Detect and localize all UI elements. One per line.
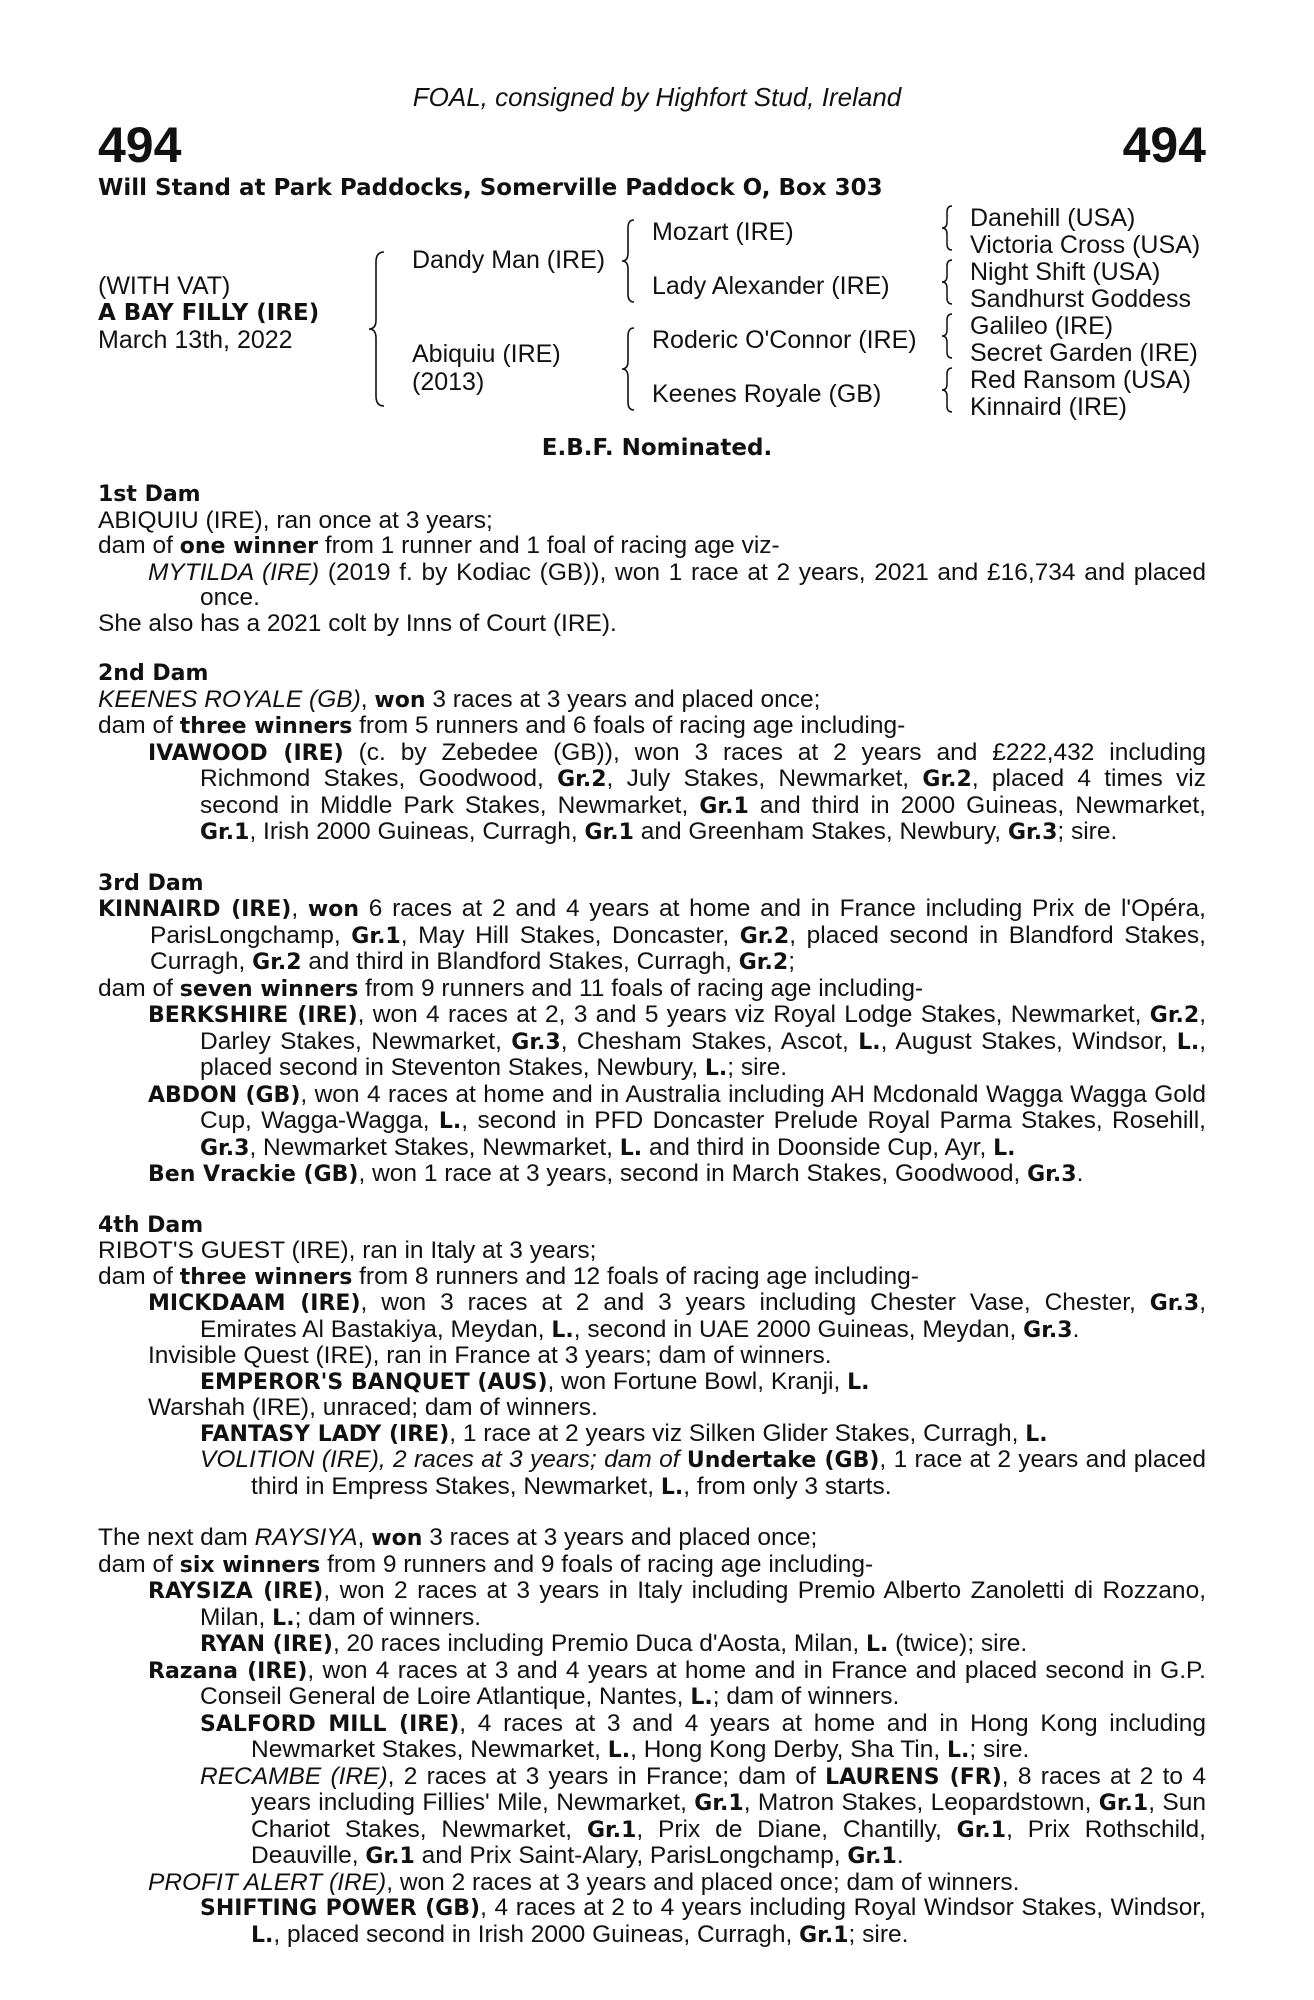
bold-text: Gr.3 bbox=[1027, 1162, 1077, 1187]
text-run: , Prix de Diane, Chantilly, bbox=[636, 1815, 957, 1843]
text-run: , won 4 races at home and in Australia including AH Mcdonald Wagga Wagga Gold Cup, Wagga-Wagga, bbox=[200, 1080, 1207, 1134]
produce-entry bbox=[98, 1658, 1206, 1711]
text-run: , 2 races at 3 years; dam of bbox=[378, 1446, 687, 1473]
bold-text: Gr.1 bbox=[586, 1817, 637, 1843]
produce-entry: Invisible Quest (IRE), ran in France at 3 years; dam of winners. bbox=[148, 1342, 832, 1369]
text-run: dam of bbox=[98, 974, 180, 1002]
dam-line bbox=[98, 1525, 1206, 1552]
text-run: ; dam of winners. bbox=[712, 1683, 900, 1710]
bold-text: L. bbox=[251, 1922, 274, 1948]
dam-record bbox=[98, 976, 1206, 1003]
text-run: PROFIT ALERT (IRE) bbox=[148, 1868, 387, 1896]
lot-number-left: 494 bbox=[98, 117, 182, 173]
text-run: , won 2 races at 3 years and placed once; dam of winners. bbox=[386, 1868, 1020, 1896]
bold-text: Gr.3 bbox=[200, 1135, 250, 1161]
text-run: . bbox=[896, 1842, 904, 1869]
bold-text: Gr.1 bbox=[694, 1791, 744, 1816]
text-run: , won 4 races at 2, 3 and 5 years viz Royal Lodge Stakes, Newmarket, bbox=[357, 1001, 1150, 1028]
bold-text: Gr.3 bbox=[511, 1029, 561, 1055]
catalogue-body bbox=[98, 482, 1206, 1973]
text-run: , from only 3 starts. bbox=[683, 1472, 892, 1500]
dam-record bbox=[98, 1552, 1206, 1579]
bold-text: Undertake (GB) bbox=[686, 1448, 880, 1473]
bold-text: L. bbox=[1025, 1421, 1048, 1447]
bold-text: L. bbox=[865, 1632, 889, 1657]
text-run: The next dam bbox=[98, 1524, 255, 1551]
text-run: RAYSIYA bbox=[254, 1524, 358, 1551]
bold-text: Gr.1 bbox=[799, 1922, 849, 1948]
text-run: , Chesham Stakes, Ascot, bbox=[560, 1027, 859, 1055]
produce-entry bbox=[98, 1578, 1206, 1631]
text-run: ; sire. bbox=[727, 1054, 788, 1081]
text-run: , Newmarket Stakes, Newmarket, bbox=[249, 1133, 620, 1161]
ggp-6: Secret Garden (IRE) bbox=[970, 339, 1198, 367]
section-heading: 1st Dam bbox=[98, 482, 201, 507]
dam-dam: Keenes Royale (GB) bbox=[652, 380, 882, 408]
text-run: , won 2 races at 3 years in Italy including Premio Alberto Zanoletti di Rozzano, Milan, bbox=[200, 1577, 1206, 1631]
text-run: , placed second in Steventon Stakes, Newbury, bbox=[200, 1027, 1206, 1081]
bold-text: MICKDAAM (IRE) bbox=[148, 1291, 361, 1316]
text-run: RECAMBE (IRE) bbox=[200, 1762, 388, 1790]
bold-text: L. bbox=[993, 1135, 1016, 1161]
next-dam-section bbox=[98, 1525, 1206, 1948]
bold-text: seven winners bbox=[179, 976, 359, 1002]
ggp-4: Sandhurst Goddess bbox=[970, 285, 1191, 313]
text-run: dam of bbox=[98, 1262, 180, 1290]
horse-name: A BAY FILLY (IRE) bbox=[98, 300, 320, 326]
produce-entry bbox=[98, 1895, 1206, 1948]
text-run: , won Fortune Bowl, Kranji, bbox=[547, 1367, 848, 1395]
bold-text: L. bbox=[946, 1738, 970, 1763]
produce-entry bbox=[98, 1290, 1206, 1343]
text-run: from 9 runners and 9 foals of racing age including- bbox=[320, 1550, 874, 1578]
bold-text: BERKSHIRE (IRE) bbox=[148, 1003, 358, 1028]
bold-text: Gr.3 bbox=[1149, 1291, 1200, 1316]
text-run: , May Hill Stakes, Doncaster, bbox=[400, 921, 740, 949]
text-run: and third in Doonside Cup, Ayr, bbox=[642, 1133, 994, 1161]
bold-text: RYAN (IRE) bbox=[200, 1632, 333, 1657]
text-run: , second in PFD Doncaster Prelude Royal Parma Stakes, Rosehill, bbox=[461, 1107, 1206, 1134]
text-run: ; bbox=[788, 948, 795, 975]
bold-text: won bbox=[374, 687, 426, 713]
text-run: dam of bbox=[98, 1550, 180, 1578]
dam-line bbox=[98, 687, 1206, 714]
text-run: . bbox=[1076, 1160, 1084, 1187]
bold-text: Ben Vrackie (GB) bbox=[148, 1162, 359, 1187]
dam-sire: Roderic O'Connor (IRE) bbox=[652, 326, 917, 354]
bold-text: Gr.1 bbox=[847, 1844, 897, 1869]
text-run: , 1 race at 2 years and placed third in Empress Stakes, Newmarket, bbox=[251, 1446, 1206, 1500]
text-run: VOLITION (IRE) bbox=[200, 1446, 379, 1473]
section-heading: 3rd Dam bbox=[98, 870, 204, 896]
dam-record bbox=[98, 1264, 1206, 1291]
produce-entry bbox=[98, 740, 1206, 846]
text-run: , won 3 races at 2 and 3 years including Chester Vase, Chester, bbox=[360, 1289, 1150, 1316]
produce-entry bbox=[98, 1764, 1206, 1870]
text-run: , won 4 races at 3 and 4 years at home and in France and placed second in G.P. Conseil General de Loire Atlantique, Nantes, bbox=[200, 1656, 1206, 1710]
bold-text: LAURENS (FR) bbox=[825, 1764, 1002, 1790]
bold-text: L. bbox=[660, 1474, 684, 1500]
bold-text: FANTASY LADY (IRE) bbox=[200, 1421, 450, 1447]
text-run: , won 1 race at 3 years, second in March Stakes, Goodwood, bbox=[358, 1160, 1028, 1187]
text-run: from 5 runners and 6 foals of racing age including- bbox=[352, 712, 906, 739]
text-run: 6 races at 2 and 4 years at home and in France including Prix de l'Opéra, ParisLongchamp, bbox=[150, 895, 1206, 949]
text-run: dam of bbox=[98, 712, 180, 739]
bold-text: SALFORD MILL (IRE) bbox=[200, 1711, 460, 1737]
dam-year: (2013) bbox=[412, 368, 485, 396]
stand-info: Will Stand at Park Paddocks, Somerville Paddock O, Box 303 bbox=[98, 175, 883, 201]
text-run: and third in Blandford Stakes, Curragh, bbox=[301, 948, 739, 975]
pedigree-bracket bbox=[368, 250, 388, 408]
bold-text: ABDON (GB) bbox=[148, 1082, 301, 1108]
bold-text: EMPEROR'S BANQUET (AUS) bbox=[200, 1369, 548, 1395]
bold-text: Gr.2 bbox=[1149, 1003, 1200, 1028]
sire-sire: Mozart (IRE) bbox=[652, 218, 794, 246]
text-run: , Hong Kong Derby, Sha Tin, bbox=[630, 1736, 947, 1763]
produce-entry bbox=[98, 1711, 1206, 1764]
bold-text: Gr.2 bbox=[739, 923, 790, 949]
text-run: 3 races at 3 years and placed once; bbox=[422, 1524, 818, 1551]
bold-text: Gr.2 bbox=[922, 767, 972, 792]
bold-text: L. bbox=[607, 1738, 631, 1763]
text-run: , Matron Stakes, Leopardstown, bbox=[743, 1789, 1099, 1816]
text-run: , bbox=[360, 685, 375, 713]
text-run: , Prix Rothschild, Deauville, bbox=[251, 1815, 1206, 1869]
text-run: , Irish 2000 Guineas, Curragh, bbox=[249, 818, 585, 845]
bold-text: six winners bbox=[179, 1552, 321, 1578]
bold-text: Gr.1 bbox=[584, 820, 634, 845]
ggp-7: Red Ransom (USA) bbox=[970, 366, 1191, 394]
dam-record bbox=[98, 533, 1206, 560]
text-run: ; sire. bbox=[1057, 818, 1118, 845]
sire: Dandy Man (IRE) bbox=[412, 246, 606, 274]
bold-text: Gr.1 bbox=[956, 1817, 1007, 1843]
text-run: . bbox=[1072, 1315, 1080, 1343]
bold-text: Gr.2 bbox=[252, 950, 302, 975]
produce-entry bbox=[98, 1870, 1206, 1896]
bold-text: IVAWOOD (IRE) bbox=[148, 740, 344, 766]
text-run: ; sire. bbox=[969, 1736, 1030, 1763]
text-run: , placed 4 times viz second in Middle Park Stakes, Newmarket, bbox=[200, 765, 1206, 819]
sire-dam: Lady Alexander (IRE) bbox=[652, 272, 890, 300]
ggp-bracket-2 bbox=[940, 258, 956, 306]
bold-text: L. bbox=[551, 1317, 574, 1343]
ggp-1: Danehill (USA) bbox=[970, 204, 1136, 232]
text-run: and Greenham Stakes, Newbury, bbox=[633, 818, 1008, 845]
foaling-date: March 13th, 2022 bbox=[98, 326, 293, 354]
bold-text: three winners bbox=[179, 714, 353, 739]
produce-entry bbox=[98, 1447, 1206, 1500]
text-run: (c. by Zebedee (GB)), won 3 races at 2 years and £222,432 including Richmond Stakes, Goodwood, bbox=[200, 738, 1206, 792]
text-run: ; sire. bbox=[848, 1920, 909, 1948]
text-run: (twice); sire. bbox=[888, 1630, 1028, 1657]
text-run: , second in UAE 2000 Guineas, Meydan, bbox=[573, 1315, 1024, 1343]
text-run: , placed second in Blandford Stakes, Curragh, bbox=[150, 921, 1206, 975]
bold-text: L. bbox=[1176, 1029, 1200, 1055]
bold-text: Gr.3 bbox=[1023, 1317, 1073, 1343]
text-run: 3 races at 3 years and placed once; bbox=[425, 685, 821, 713]
dam-line bbox=[98, 896, 1206, 976]
second-dam-section bbox=[98, 661, 1206, 846]
text-run: , placed second in Irish 2000 Guineas, Curragh, bbox=[273, 1920, 800, 1948]
text-run: , 20 races including Premio Duca d'Aosta, Milan, bbox=[332, 1630, 866, 1657]
first-dam-section bbox=[98, 482, 1206, 636]
text-run: , Sun Chariot Stakes, Newmarket, bbox=[251, 1789, 1206, 1843]
produce-entry bbox=[98, 560, 1206, 611]
dam-record bbox=[98, 713, 1206, 740]
text-run: , bbox=[357, 1524, 372, 1551]
text-run: MYTILDA (IRE) bbox=[148, 558, 320, 586]
ggp-5: Galileo (IRE) bbox=[970, 312, 1114, 340]
text-run: , Emirates Al Bastakiya, Meydan, bbox=[200, 1289, 1206, 1343]
ebf-nomination: E.B.F. Nominated. bbox=[541, 435, 773, 461]
bold-text: Gr.3 bbox=[1007, 820, 1058, 845]
consignment-line: FOAL, consigned by Highfort Stud, Ireland bbox=[412, 82, 902, 112]
bold-text: KINNAIRD (IRE) bbox=[98, 897, 292, 922]
bold-text: one winner bbox=[179, 534, 319, 559]
text-run: , 2 races at 3 years in France; dam of bbox=[387, 1762, 826, 1790]
bold-text: Gr.2 bbox=[738, 950, 789, 975]
text-run: (2019 f. by Kodiac (GB)), won 1 race at 2 years, 2021 and £16,734 and placed once. bbox=[200, 558, 1206, 611]
text-run: from 8 runners and 12 foals of racing age including- bbox=[352, 1262, 919, 1290]
produce-entry bbox=[98, 1082, 1206, 1162]
produce-entry bbox=[98, 1421, 1206, 1448]
bold-text: L. bbox=[704, 1056, 728, 1081]
lot-number-right: 494 bbox=[1122, 117, 1206, 173]
text-run: KEENES ROYALE (GB) bbox=[98, 685, 361, 713]
bold-text: Gr.1 bbox=[1098, 1791, 1149, 1816]
text-run: from 1 runner and 1 foal of racing age viz- bbox=[318, 532, 780, 559]
bold-text: L. bbox=[619, 1135, 643, 1161]
dam: Abiquiu (IRE) bbox=[412, 340, 561, 368]
bold-text: L. bbox=[272, 1605, 295, 1631]
section-heading: 4th Dam bbox=[98, 1212, 204, 1238]
text-run: , Darley Stakes, Newmarket, bbox=[200, 1001, 1207, 1055]
vat-label: (WITH VAT) bbox=[98, 272, 231, 300]
fourth-dam-section bbox=[98, 1213, 1206, 1501]
bold-text: Gr.1 bbox=[365, 1844, 415, 1869]
ggp-bracket-1 bbox=[940, 204, 956, 252]
text-run: , 4 races at 3 and 4 years at home and in Hong Kong including Newmarket Stakes, Newmarket, bbox=[251, 1709, 1206, 1763]
bold-text: L. bbox=[858, 1029, 881, 1055]
ggp-3: Night Shift (USA) bbox=[970, 258, 1161, 286]
bold-text: L. bbox=[438, 1109, 462, 1134]
ggp-bracket-3 bbox=[940, 312, 956, 360]
text-run: , July Stakes, Newmarket, bbox=[606, 765, 923, 792]
bold-text: won bbox=[307, 897, 360, 922]
bold-text: L. bbox=[847, 1369, 870, 1395]
bold-text: won bbox=[371, 1526, 423, 1551]
section-heading: 2nd Dam bbox=[98, 661, 209, 686]
third-dam-section bbox=[98, 871, 1206, 1188]
text-run: dam of bbox=[98, 532, 180, 559]
text-run: , 4 races at 2 to 4 years including Royal Windsor Stakes, Windsor, bbox=[480, 1894, 1206, 1921]
text-run: and Prix Saint-Alary, ParisLongchamp, bbox=[414, 1842, 848, 1869]
produce-entry bbox=[98, 1631, 1206, 1658]
text-run: , August Stakes, Windsor, bbox=[880, 1027, 1177, 1055]
bold-text: Gr.1 bbox=[200, 820, 250, 845]
dam-line: RIBOT'S GUEST (IRE), ran in Italy at 3 years; bbox=[98, 1237, 597, 1264]
bold-text: RAYSIZA (IRE) bbox=[148, 1579, 324, 1604]
text-run: , bbox=[291, 895, 308, 922]
ggp-8: Kinnaird (IRE) bbox=[970, 393, 1127, 421]
bold-text: Razana (IRE) bbox=[148, 1658, 308, 1684]
bold-text: Gr.2 bbox=[557, 767, 607, 792]
produce-note: She also has a 2021 colt by Inns of Court (IRE). bbox=[98, 609, 617, 637]
produce-entry bbox=[98, 1002, 1206, 1082]
dam-bracket bbox=[620, 326, 638, 412]
bold-text: Gr.1 bbox=[351, 923, 401, 949]
dam-line: ABIQUIU (IRE), ran once at 3 years; bbox=[98, 506, 493, 534]
text-run: ; dam of winners. bbox=[294, 1603, 482, 1631]
text-run: , 8 races at 2 to 4 years including Fillies' Mile, Newmarket, bbox=[251, 1762, 1206, 1816]
text-run: and third in 2000 Guineas, Newmarket, bbox=[748, 791, 1206, 819]
sire-bracket bbox=[620, 218, 638, 304]
bold-text: Gr.1 bbox=[699, 793, 749, 819]
produce-entry bbox=[98, 1161, 1206, 1188]
produce-entry bbox=[98, 1369, 1206, 1396]
bold-text: L. bbox=[690, 1685, 713, 1710]
produce-entry: Warshah (IRE), unraced; dam of winners. bbox=[148, 1394, 598, 1421]
bold-text: three winners bbox=[179, 1264, 353, 1290]
ggp-bracket-4 bbox=[940, 366, 956, 414]
bold-text: SHIFTING POWER (GB) bbox=[200, 1896, 481, 1921]
ggp-2: Victoria Cross (USA) bbox=[970, 231, 1201, 259]
text-run: from 9 runners and 11 foals of racing age including- bbox=[358, 974, 924, 1002]
text-run: , 1 race at 2 years viz Silken Glider Stakes, Curragh, bbox=[449, 1419, 1026, 1447]
